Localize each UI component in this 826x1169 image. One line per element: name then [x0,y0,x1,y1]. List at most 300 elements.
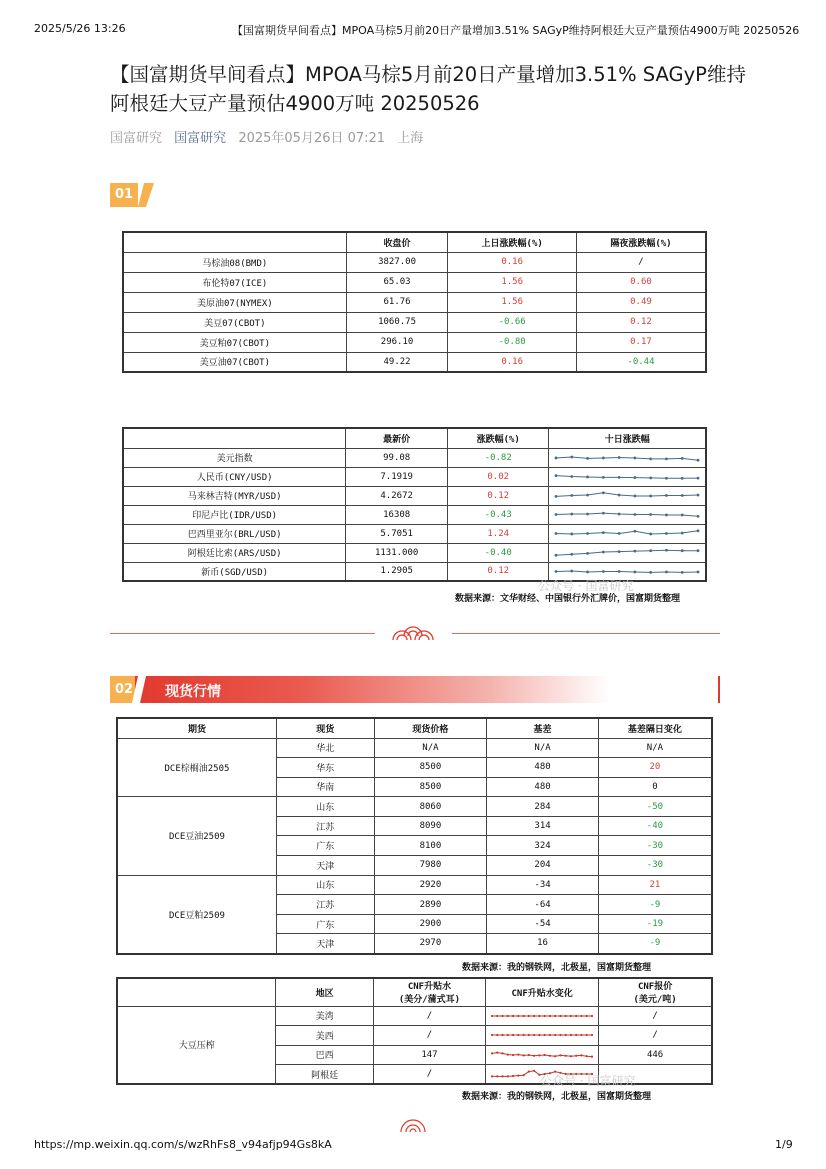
fx-sparkline-point [681,532,684,535]
fx-sparkline [552,507,702,522]
badge-slash-icon [138,183,154,207]
t3-cell: 204 [487,856,599,876]
cnf-sparkline-point [517,1075,519,1077]
cnf-sparkline-point [554,1055,556,1057]
table-row [123,467,706,486]
t4-quote: / [599,1006,712,1026]
fx-sparkline-point [697,549,700,552]
fx-sparkline-point [618,550,621,553]
t4-region: 阿根廷 [276,1065,373,1085]
cnf-sparkline-point [559,1054,561,1056]
t3-cell: 华南 [276,777,374,797]
fx-sparkline-point [681,514,684,517]
section-02-title: 现货行情 [165,684,221,700]
cnf-sparkline [488,1009,596,1023]
t1-cell: 美豆07(CBOT) [123,312,346,332]
t3-cell: 江苏 [276,816,374,836]
fx-sparkline-point [618,513,621,516]
t1-cell: 0.16 [448,352,577,372]
t1-cell: -0.80 [448,332,577,352]
t3-cell: 2920 [374,875,487,895]
fx-sparkline-line [556,531,698,534]
t3-cell: 480 [487,777,599,797]
cnf-sparkline-point [544,1054,546,1056]
fx-sparkline-point [555,513,558,516]
fx-sparkline-point [586,476,589,479]
table-row [123,292,706,312]
t3-cell: 天津 [276,934,374,954]
t3-cell: -19 [598,914,712,934]
t2-header-2: 涨跌幅(%) [447,428,549,448]
fx-sparkline-point [697,494,700,497]
t3-header-1: 现货 [276,718,374,738]
article-title: 【国富期货早间看点】MPOA马棕5月前20日产量增加3.51% SAGyP维持阿根廷大豆产量预估4900万吨 20250526 [110,63,746,115]
t2-header-3: 十日涨跌幅 [549,428,706,448]
cnf-sparkline-point [570,1055,572,1057]
cnf-sparkline-point [512,1015,514,1017]
fx-sparkline-point [602,512,605,515]
t2-header-1: 最新价 [346,428,448,448]
fx-sparkline-line [556,493,698,497]
cnf-sparkline-point [517,1015,519,1017]
t3-group-name: DCE棕榈油2505 [117,738,276,797]
cnf-sparkline-point [538,1015,540,1017]
t3-cell: 21 [598,875,712,895]
divider-left [110,633,375,634]
t2-cell: 巴西里亚尔(BRL/USD) [123,524,346,543]
fx-sparkline-point [602,457,605,460]
cnf-sparkline-point [512,1034,514,1036]
t4-header-quote-line2: (美元/吨) [633,995,677,1006]
fx-sparkline-point [665,477,668,480]
fx-sparkline-point [634,570,637,573]
t2-cell: 0.12 [447,562,549,581]
fx-sparkline-point [681,494,684,497]
table-row [123,352,706,372]
cnf-sparkline-point [517,1034,519,1036]
t4-region: 巴西 [276,1045,373,1065]
fx-sparkline-line [556,550,698,555]
cnf-sparkline-point [502,1034,504,1036]
print-url[interactable]: https://mp.weixin.qq.com/s/wzRhFs8_v94afjp94Gs8kA [34,1138,332,1151]
cnf-sparkline-point [565,1034,567,1036]
t4-header-cnf-line2: (美分/蒲式耳) [398,995,461,1006]
banner-slash-icon [132,676,146,703]
cnf-sparkline-point [538,1054,540,1056]
t2-cell: 16308 [346,505,448,524]
sparkline-cell [486,1045,599,1065]
fx-sparkline [552,450,702,465]
t3-cell: -64 [487,895,599,915]
cnf-sparkline-point [575,1054,577,1056]
cnf-sparkline-point [591,1055,593,1057]
fx-sparkline-point [634,550,637,553]
fx-sparkline-point [571,513,574,516]
account-link[interactable]: 国富研究 [174,131,227,146]
fx-sparkline-point [586,457,589,460]
source-note-2: 数据来源：我的钢铁网，北极星，国富期货整理 [462,963,652,973]
cnf-sparkline-point [565,1054,567,1056]
section-01-badge: 01 [110,183,138,207]
cnf-sparkline-point [491,1052,493,1054]
t4-quote: 446 [599,1045,712,1065]
table-row [117,1006,712,1026]
t1-cell: -0.66 [448,312,577,332]
t3-cell: 8500 [374,758,487,778]
cnf-sparkline-point [586,1055,588,1057]
t4-header-cnf [373,978,485,1006]
t2-cell: 马来林吉特(MYR/USD) [123,486,346,505]
t1-cell: 1060.75 [346,312,448,332]
cnf-sparkline-point [528,1071,530,1073]
t2-cell: 美元指数 [123,448,346,467]
fx-sparkline-point [586,494,589,497]
t3-cell: 7980 [374,856,487,876]
t3-cell: 华东 [276,758,374,778]
t2-cell: 0.02 [447,467,549,486]
fx-sparkline-line [556,513,698,516]
t3-cell: 8100 [374,836,487,856]
sparkline-cell [549,543,706,562]
t4-header-cnf-change: CNF升贴水变化 [486,978,599,1006]
t3-cell: 江苏 [276,895,374,915]
table-row [123,505,706,524]
cnf-sparkline-point [528,1015,530,1017]
fx-sparkline-point [665,532,668,535]
t3-cell: 20 [598,758,712,778]
sparkline-cell [549,524,706,543]
t4-header-quote-line1: CNF报价 [637,982,673,993]
fx-sparkline-point [650,549,653,552]
sparkline-cell [549,448,706,467]
t3-cell: 284 [487,797,599,817]
cnf-sparkline-point [491,1015,493,1017]
t3-cell: -9 [598,934,712,954]
sparkline-cell [486,1006,599,1026]
cnf-premium-table [116,977,713,1085]
t3-header-3: 基差 [487,718,599,738]
fx-sparkline-line [556,457,698,460]
cnf-sparkline-point [554,1034,556,1036]
cnf-sparkline-point [570,1015,572,1017]
cnf-sparkline-point [517,1053,519,1055]
cnf-sparkline-point [565,1015,567,1017]
t1-header-0 [123,232,346,252]
source-note-1: 数据来源：文华财经、中国银行外汇牌价，国富期货整理 [455,594,681,604]
fx-sparkline-point [602,551,605,554]
cnf-sparkline-point [586,1034,588,1036]
table-row [123,543,706,562]
fx-sparkline-point [618,532,621,535]
t2-cell: -0.40 [447,543,549,562]
fx-sparkline-point [571,494,574,497]
fx-sparkline-point [634,476,637,479]
spot-basis-table [116,717,713,955]
t1-cell: 1.56 [448,272,577,292]
print-datetime: 2025/5/26 13:26 [34,22,126,35]
t1-cell: 布伦特07(ICE) [123,272,346,292]
t3-cell: 2970 [374,934,487,954]
t4-cnf: 147 [373,1045,485,1065]
cnf-sparkline-point [523,1074,525,1076]
fx-sparkline-point [586,570,589,573]
t3-cell: -54 [487,914,599,934]
t2-cell: 1.24 [447,524,549,543]
t2-cell: 阿根廷比索(ARS/USD) [123,543,346,562]
cnf-sparkline-point [575,1034,577,1036]
cnf-sparkline [488,1048,596,1062]
t2-cell: -0.43 [447,505,549,524]
fx-sparkline-point [555,554,558,557]
commodity-price-table [122,231,707,373]
fx-sparkline-point [665,570,668,573]
table-row [117,738,712,758]
t3-cell: 天津 [276,856,374,876]
t4-group-name: 大豆压榨 [117,1006,276,1084]
t3-cell: -9 [598,895,712,915]
fx-sparkline-point [586,552,589,555]
fx-sparkline-point [697,529,700,532]
fx-sparkline-point [650,513,653,516]
fx-sparkline-point [681,571,684,574]
t3-cell: 山东 [276,875,374,895]
t1-cell: -0.44 [576,352,706,372]
fx-sparkline [552,488,702,503]
fx-sparkline-point [681,457,684,460]
t1-cell: 0.49 [576,292,706,312]
cnf-sparkline [488,1028,596,1042]
t1-cell: / [576,252,706,272]
fx-sparkline-point [602,476,605,479]
t1-cell: 美豆油07(CBOT) [123,352,346,372]
t3-cell: 480 [487,758,599,778]
cnf-sparkline-point [581,1034,583,1036]
watermark-2: 公众号 · 国富研究 [540,1074,636,1088]
cnf-sparkline-point [591,1034,593,1036]
fx-sparkline-point [697,477,700,480]
fx-sparkline-point [571,553,574,556]
t2-cell: 新币(SGD/USD) [123,562,346,581]
fx-sparkline-point [571,533,574,536]
cnf-sparkline-point [507,1053,509,1055]
t4-cnf: / [373,1065,485,1085]
watermark-1: 公众号 · 国富研究 [538,579,634,593]
cnf-sparkline-point [496,1034,498,1036]
t2-cell: -0.82 [447,448,549,467]
t3-header-0: 期货 [117,718,276,738]
t2-cell: 印尼卢比(IDR/USD) [123,505,346,524]
t2-cell: 99.08 [346,448,448,467]
cnf-sparkline-point [491,1034,493,1036]
fx-sparkline-point [555,532,558,535]
fx-sparkline-line [556,476,698,479]
cloud-ornament-icon [388,618,438,642]
cnf-sparkline-point [507,1015,509,1017]
print-tab-title: 【国富期货早间看点】MPOA马棕5月前20日产量增加3.51% SAGyP维持阿根廷大豆产量预估4900万吨 20250526 [232,24,800,37]
table-row [123,332,706,352]
fx-sparkline-line [556,571,698,572]
publish-date: 2025年05月26日 07:21 [238,131,386,146]
article-author: 国富研究 [110,131,163,146]
fx-sparkline-point [697,459,700,462]
t2-cell: 1.2905 [346,562,448,581]
t3-cell: -50 [598,797,712,817]
t3-cell: 2890 [374,895,487,915]
fx-sparkline-point [665,549,668,552]
fx-sparkline-point [571,475,574,478]
t3-cell: 314 [487,816,599,836]
source-note-3: 数据来源：我的钢铁网，北极星，国富期货整理 [462,1092,652,1102]
t3-cell: 广东 [276,836,374,856]
fx-sparkline-point [555,495,558,498]
t1-cell: 1.56 [448,292,577,312]
t3-cell: 0 [598,777,712,797]
cnf-sparkline-point [586,1015,588,1017]
bottom-ornament-icon [398,1118,428,1132]
t1-cell: 美原油07(NYMEX) [123,292,346,312]
table-row [123,252,706,272]
fx-sparkline-point [665,494,668,497]
cnf-sparkline-point [581,1054,583,1056]
t4-header-cnf-quote [599,978,712,1006]
t2-cell: 5.7051 [346,524,448,543]
t1-cell: 65.03 [346,272,448,292]
fx-sparkline-point [555,570,558,573]
t1-header-2: 上日涨跌幅(%) [448,232,577,252]
t3-cell: -30 [598,836,712,856]
fx-sparkline-point [697,515,700,518]
banner-end-mark [718,676,720,703]
t1-header-3: 隔夜涨跌幅(%) [576,232,706,252]
t3-group-name: DCE豆油2509 [117,797,276,875]
section-02-badge: 02 [110,676,138,703]
cnf-sparkline-point [512,1054,514,1056]
t1-cell: 3827.00 [346,252,448,272]
t1-cell: 0.12 [576,312,706,332]
fx-sparkline-point [571,456,574,459]
t3-cell: 山东 [276,797,374,817]
cnf-sparkline-point [507,1075,509,1077]
cnf-sparkline-point [491,1075,493,1077]
fx-sparkline-point [602,570,605,573]
cnf-sparkline-point [528,1054,530,1056]
fx-sparkline-point [586,532,589,535]
fx-sparkline [552,526,702,541]
t3-cell: 2900 [374,914,487,934]
fx-sparkline-point [634,530,637,533]
t4-cnf: / [373,1006,485,1026]
t3-cell: N/A [374,738,487,758]
t3-cell: 16 [487,934,599,954]
t1-header-1: 收盘价 [346,232,448,252]
fx-sparkline [552,469,702,484]
fx-sparkline-point [650,457,653,460]
fx-rate-table [122,427,707,582]
t3-cell: N/A [598,738,712,758]
t3-cell: -40 [598,816,712,836]
cnf-sparkline-point [523,1054,525,1056]
cnf-sparkline-point [523,1034,525,1036]
fx-sparkline-point [602,491,605,494]
fx-sparkline-point [650,495,653,498]
table-row [123,312,706,332]
fx-sparkline-point [571,569,574,572]
fx-sparkline-point [618,494,621,497]
fx-sparkline-point [618,456,621,459]
table-row [123,486,706,505]
sparkline-cell [549,505,706,524]
cnf-sparkline-point [581,1015,583,1017]
cnf-sparkline-point [507,1034,509,1036]
t1-cell: 61.76 [346,292,448,312]
cnf-sparkline-point [559,1034,561,1036]
table-row [123,272,706,292]
cnf-sparkline-point [496,1015,498,1017]
fx-sparkline-point [650,476,653,479]
fx-sparkline-point [697,570,700,573]
fx-sparkline-point [650,533,653,536]
t2-cell: 0.12 [447,486,549,505]
cnf-sparkline-point [533,1054,535,1056]
t4-header-region: 地区 [276,978,373,1006]
cnf-sparkline-point [549,1015,551,1017]
fx-sparkline-point [665,457,668,460]
fx-sparkline-point [618,476,621,479]
t1-cell: 0.17 [576,332,706,352]
t1-cell: 0.16 [448,252,577,272]
fx-sparkline-point [681,477,684,480]
t1-cell: 马棕油08(BMD) [123,252,346,272]
cnf-sparkline-point [549,1054,551,1056]
fx-sparkline-point [586,513,589,516]
divider-right [452,633,720,634]
fx-sparkline-point [555,457,558,460]
fx-sparkline-point [602,531,605,534]
fx-sparkline [552,545,702,560]
cnf-sparkline-point [496,1051,498,1053]
t4-cnf: / [373,1026,485,1046]
t3-cell: N/A [487,738,599,758]
t2-header-0 [123,428,346,448]
t4-region: 美西 [276,1026,373,1046]
t1-cell: 49.22 [346,352,448,372]
t3-cell: 8500 [374,777,487,797]
print-page-number: 1/9 [775,1138,793,1151]
cnf-sparkline-point [575,1015,577,1017]
sparkline-cell [549,486,706,505]
t3-header-4: 基差隔日变化 [598,718,712,738]
t1-cell: 0.60 [576,272,706,292]
table-row [123,524,706,543]
t2-cell: 人民币(CNY/USD) [123,467,346,486]
t4-header-cnf-line1: CNF升贴水 [407,982,452,993]
t4-region: 美湾 [276,1006,373,1026]
table-row [117,875,712,895]
cnf-sparkline-point [533,1015,535,1017]
cnf-sparkline-point [591,1015,593,1017]
t3-cell: 8090 [374,816,487,836]
cnf-sparkline-point [523,1015,525,1017]
cnf-sparkline-point [544,1015,546,1017]
table-row [123,448,706,467]
cnf-sparkline-point [528,1034,530,1036]
fx-sparkline-point [634,457,637,460]
cnf-sparkline-point [554,1015,556,1017]
t3-cell: 华北 [276,738,374,758]
cnf-sparkline-point [533,1034,535,1036]
cnf-sparkline-point [502,1015,504,1017]
t1-cell: 296.10 [346,332,448,352]
